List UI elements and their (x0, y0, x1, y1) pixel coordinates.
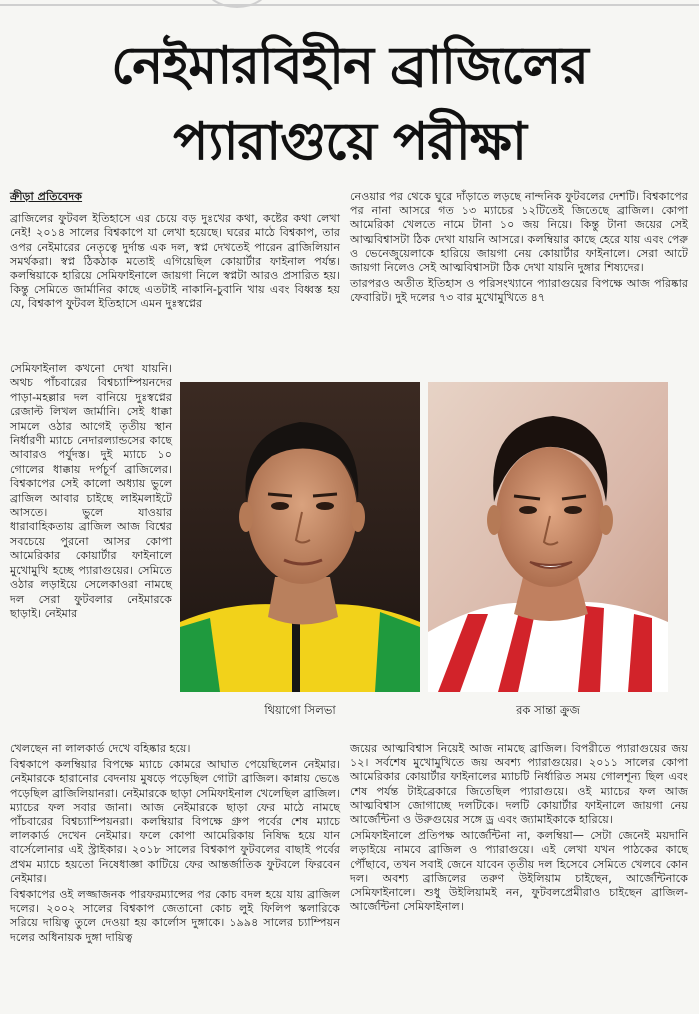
paragraph: সেমিফাইনাল কখনো দেখা যায়নি। অথচ পাঁচবারের বিশ্বচ্যাম্পিয়নদের পাড়া-মহল্লার দল বানিয়ে দুঃস্বপ্নের রেজাল্ট লিখল জার্মানি। সেই ধাক্কা সামলে ওঠার আগেই তৃতীয় স্থান নির্ধারণী ম্যাচে নেদারল্যান্ডসের কাছে আবারও পর্যুদস্ত। দুই ম্যাচে ১০ গোলের ধাক্কায় দর্পচূর্ণ ব্রাজিলের। বিশ্বকাপের সেই কালো অধ্যায় ভুলে ব্রাজিল আবার চাইছে লাইমলাইটে আসতে। ভুলে যাওয়ার ধারাবাহিকতায় ব্রাজিল আজ বিশ্বের সবচেয়ে পুরনো আসর কোপা আমেরিকার কোয়ার্টার ফাইনালে মুখোমুখি হচ্ছে প্যারাগুয়ের। সেমিতে ওঠার লড়াইয়ে সেলেকাওরা নামছে দল সেরা ফুটবলার নেইমারকে ছাড়াই। নেইমার (10, 362, 172, 620)
photo-thiago-silva (180, 382, 420, 692)
right-column-top (350, 190, 688, 308)
left-column-bottom (10, 742, 340, 947)
paragraph: বিশ্বকাপে কলম্বিয়ার বিপক্ষে ম্যাচে কোমরে আঘাত পেয়েছিলেন নেইমার। নেইমারকে হারানোর বেদনায় মুষড়ে পড়েছিল গোটা ব্রাজিল। কান্নায় ভেঙে পড়েছিল ব্রাজিলিয়ানরা। নেইমারকে ছাড়া সেমিফাইনাল খেলেছিল ব্রাজিল। ম্যাচের ফল সবার জানা। আজ নেইমারকে ছাড়া ফের মাঠে নামছে পাঁচবারের বিশ্বচ্যাম্পিয়নরা। কলম্বিয়ার বিপক্ষে গ্রুপ পর্বের শেষ ম্যাচে লালকার্ড দেখেন নেইমার। ফলে কোপা আমেরিকায় নিষিদ্ধ হয়ে যান বার্সেলোনার এই স্ট্রাইকার। ২০১৮ সালের বিশ্বকাপ ফুটবলের বাছাই পর্বের প্রথম ম্যাচে হয়তো নিষেধাজ্ঞা কাটিয়ে ফের আন্তর্জাতিক ফুটবলে ফিরবেন নেইমার। (10, 758, 340, 885)
paragraph: খেলছেন না লালকার্ড দেখে বহিষ্কার হয়ে। (10, 742, 191, 755)
photo-caption-left: থিয়াগো সিলভা (264, 703, 336, 717)
player-portrait-icon (428, 382, 668, 692)
left-column-top (10, 190, 340, 314)
headline-line-1: নেইমারবিহীন ব্রাজিলের (111, 36, 588, 96)
paragraph: ব্রাজিলের ফুটবল ইতিহাসে এর চেয়ে বড় দুঃখের কথা, কষ্টের কথা লেখা নেই! ২০১৪ সালের বিশ্বকাপে যা লেখা হয়েছে। ঘরের মাঠে বিশ্বকাপ, তার ওপর নেইমারের নেতৃত্বে দুর্দান্ত এক দল, স্বপ্ন দেখতেই পারেন ব্রাজিলিয়ান সমর্থকরা। স্বপ্ন ঠিকঠাক মতোই এগিয়েছিল কোয়ার্টার ফাইনাল পর্যন্ত। কলম্বিয়াকে হারিয়ে সেমিফাইনালে জায়গা নিলে স্বপ্নটা আরও প্রসারিত হয়। কিন্তু সেমিতে জার্মানির কাছে এতটাই নাকানি-চুবানি খায় এবং বিধ্বস্ত হয় যে, বিশ্বকাপ ফুটবল ইতিহাসে এমন দুঃস্বপ্নের (10, 212, 340, 311)
photo-caption-right: রক সান্তা ক্রুজ (516, 703, 580, 717)
right-column-bottom (350, 742, 688, 916)
headline-line-2: প্যারাগুয়ে পরীক্ষা (173, 112, 526, 172)
paragraph: সেমিফাইনালে প্রতিপক্ষ আর্জেন্টিনা না, কলম্বিয়া— সেটা জেনেই ময়দানি লড়াইয়ে নামবে ব্রাজিল ও প্যারাগুয়ে। এই লেখা যখন পাঠকের কাছে পৌঁছাবে, তখন সবাই জেনে যাবেন তৃতীয় দল হিসেবে সেমিতে খেলবে কোন দল। অবশ্য ব্রাজিলের তরুণ উইলিয়াম চাইছেন, আর্জেন্টিনাকে সেমিফাইনালে। শুধু উইলিয়ামই নন, ফুটবলপ্রেমীরাও চাইছেন ব্রাজিল-আর্জেন্টিনা সেমিফাইনাল। (350, 829, 688, 914)
paragraph: বিশ্বকাপের ওই লজ্জাজনক পারফরম্যান্সের পর কোচ বদল হয়ে যায় ব্রাজিল দলের। ২০০২ সালের বিশ্বকাপ জেতানো কোচ লুই ফিলিপ স্কলারিকে সরিয়ে দায়িত্ব তুলে দেওয়া হয় কার্লোস দুঙ্গাকে। ১৯৯৪ সালের চ্যাম্পিয়ন দলের অধিনায়ক দুঙ্গা দায়িত্ব (10, 888, 340, 944)
player-portrait-icon (180, 382, 420, 692)
top-rule (0, 4, 699, 6)
byline: ক্রীড়া প্রতিবেদক (10, 190, 83, 203)
photo-roque-santa-cruz (428, 382, 668, 692)
paragraph: নেওয়ার পর থেকে ঘুরে দাঁড়াতে লড়ছে নান্দনিক ফুটবলের দেশটি। বিশ্বকাপের পর নানা আসরে গত ১৩ ম্যাচের ১২টিতেই জিতেছে ব্রাজিল। কোপা আমেরিকা খেলতে নামে টানা ১০ জয় নিয়ে। কিন্তু টানা জয়ের সেই আত্মবিশ্বাসটা ঠিক দেখা যায়নি আসরে। কলম্বিয়ার কাছে হেরে যায় এবং পেরু ও ভেনেজুয়েলাকে হারিয়ে জায়গা নেয় কোয়ার্টার ফাইনালে। সেরা আটে জায়গা নিলেও সেই আত্মবিশ্বাসটা ঠিক দেখা যায়নি দুঙ্গার শিষ্যদের। (350, 190, 688, 275)
paragraph: জয়ের আত্মবিশ্বাস নিয়েই আজ নামছে ব্রাজিল। বিপরীতে প্যারাগুয়ের জয় ১২। সর্বশেষ মুখোমুখিতে জয় অবশ্য প্যারাগুয়ের। ২০১১ সালের কোপা আমেরিকার কোয়ার্টার ফাইনালের ম্যাচটি নির্ধারিত সময় গোলশূন্য ছিল এবং শেষ পর্যন্ত টাইব্রেকারে জিতেছিল প্যারাগুয়ে। ওই ম্যাচের ফল আজ আত্মবিশ্বাস জোগাচ্ছে দলটিকে। দলটি কোয়ার্টার ফাইনালে জায়গা নেয় আর্জেন্টিনা ও উরুগুয়ের সঙ্গে ড্র এবং জ্যামাইকাকে হারিয়ে। (350, 742, 688, 827)
left-column-narrow (10, 362, 172, 623)
paragraph: তারপরও অতীত ইতিহাস ও পরিসংখ্যানে প্যারাগুয়ের বিপক্ষে আজ পরিষ্কার ফেবারিট। দুই দলের ৭৩ বার মুখোমুখিতে ৪৭ (350, 277, 688, 305)
